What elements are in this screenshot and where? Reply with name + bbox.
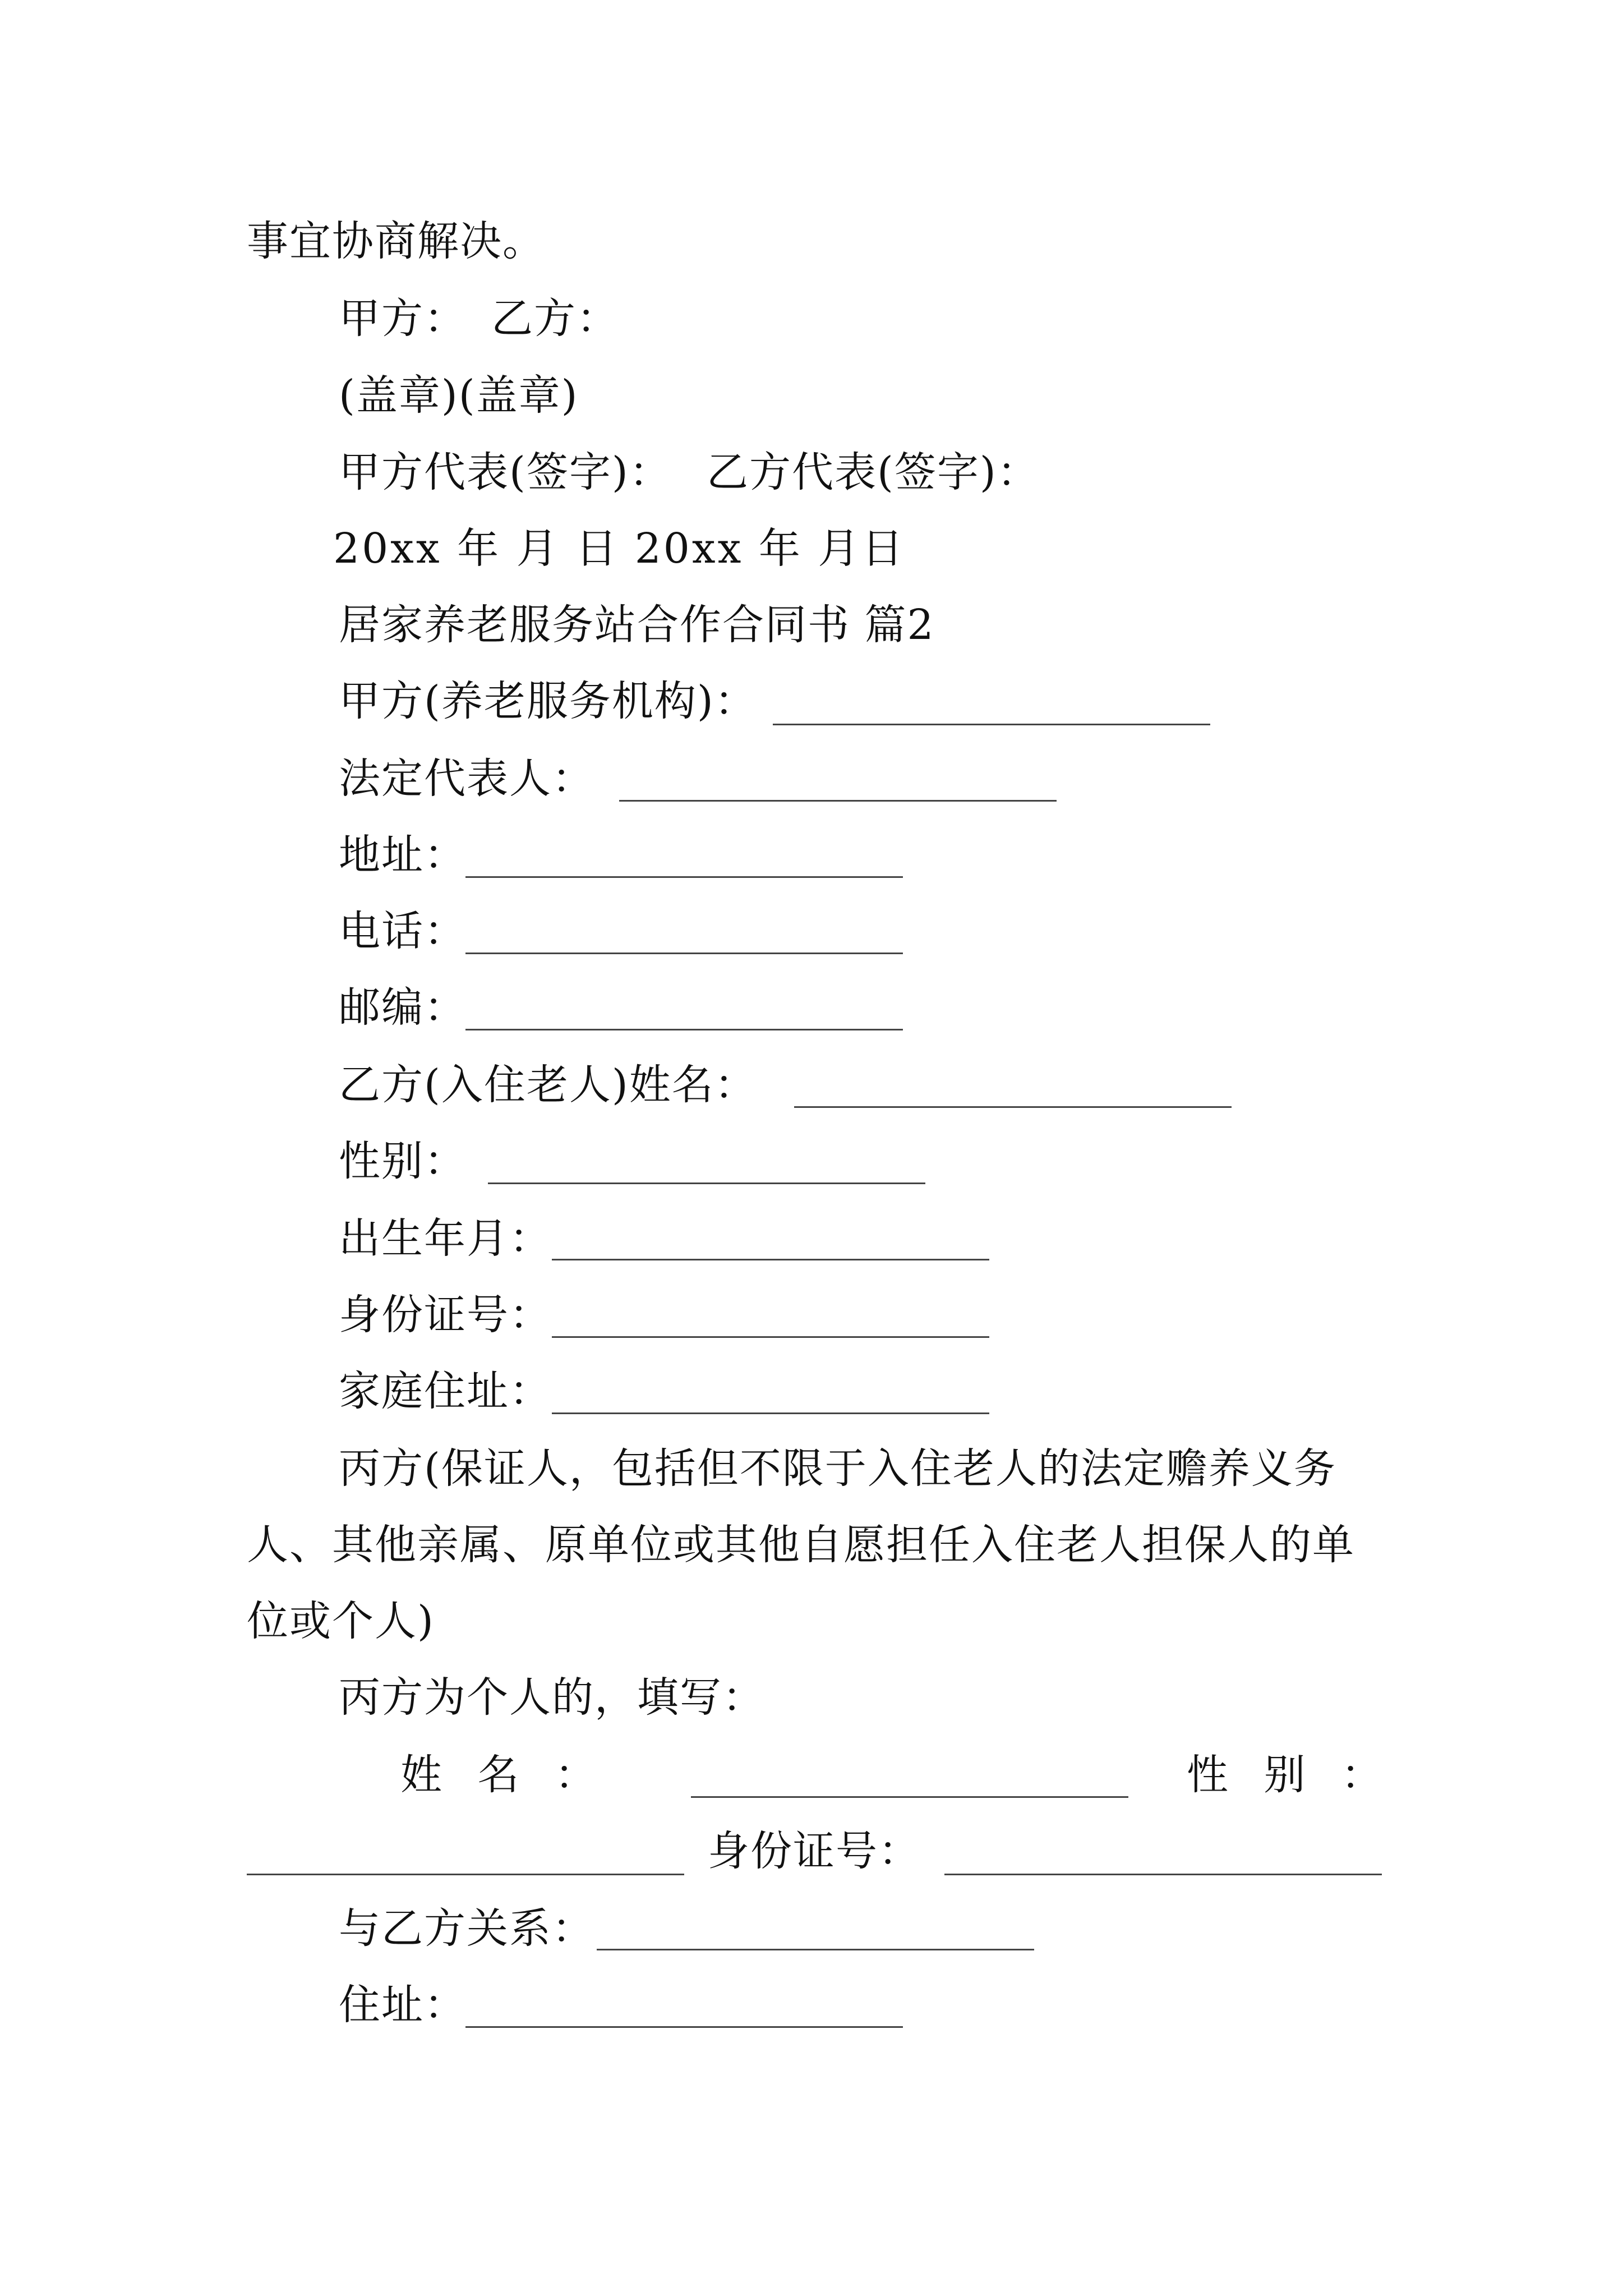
date-line: 20xx 年 月 日 20xx 年 月日 <box>333 524 906 573</box>
birth-date-label: 出生年月： <box>339 1214 552 1263</box>
party-b-elder-name-label: 乙方(入住老人)姓名： <box>339 1061 757 1109</box>
party-c-id-blank <box>944 1874 1382 1875</box>
phone-label: 电话： <box>339 907 467 955</box>
gender-label: 性别： <box>339 1137 467 1185</box>
closing-text: 事宜协商解决。 <box>247 217 545 265</box>
party-c-gender-label: 性 别 ： <box>1187 1751 1394 1799</box>
party-c-name-blank <box>691 1796 1128 1798</box>
party-c-description-line-2: 人、其他亲属、原单位或其他自愿担任入住老人担保人的单 <box>247 1521 1355 1569</box>
party-b-elder-name-blank <box>794 1106 1232 1108</box>
id-number-blank <box>552 1336 989 1338</box>
address-blank <box>465 876 903 878</box>
birth-date-blank <box>552 1259 989 1260</box>
party-a-institution-label: 甲方(养老服务机构)： <box>339 677 757 725</box>
home-address-label: 家庭住址： <box>339 1367 552 1415</box>
relation-label: 与乙方关系： <box>339 1904 594 1953</box>
party-c-individual-label: 丙方为个人的，填写： <box>339 1673 765 1722</box>
party-c-id-label: 身份证号： <box>708 1827 921 1875</box>
party-c-gender-blank <box>247 1874 684 1875</box>
postcode-blank <box>465 1029 903 1030</box>
residence-label: 住址： <box>339 1981 467 2029</box>
id-number-label: 身份证号： <box>339 1291 552 1339</box>
party-c-description-line-3: 位或个人) <box>247 1597 435 1645</box>
residence-blank <box>465 2026 903 2028</box>
legal-representative-blank <box>619 800 1057 802</box>
party-a-institution-blank <box>773 724 1210 725</box>
party-a-rep-label: 甲方代表(签字)： <box>339 448 672 496</box>
relation-blank <box>597 1949 1034 1950</box>
home-address-blank <box>552 1412 989 1414</box>
party-b-rep-label: 乙方代表(签字)： <box>707 448 1040 496</box>
phone-blank <box>465 953 903 954</box>
seal-line: (盖章)(盖章) <box>339 371 579 420</box>
postcode-label: 邮编： <box>339 983 467 1032</box>
party-c-name-label: 姓 名 ： <box>400 1751 608 1799</box>
party-c-description-line-1: 丙方(保证人，包括但不限于入住老人的法定赡养义务 <box>339 1444 1336 1493</box>
legal-representative-label: 法定代表人： <box>339 754 594 803</box>
section-title: 居家养老服务站合作合同书 篇2 <box>339 601 935 649</box>
gender-blank <box>488 1182 925 1184</box>
party-b-label: 乙方： <box>491 295 619 343</box>
party-a-label: 甲方： <box>339 295 467 343</box>
address-label: 地址： <box>339 831 467 879</box>
